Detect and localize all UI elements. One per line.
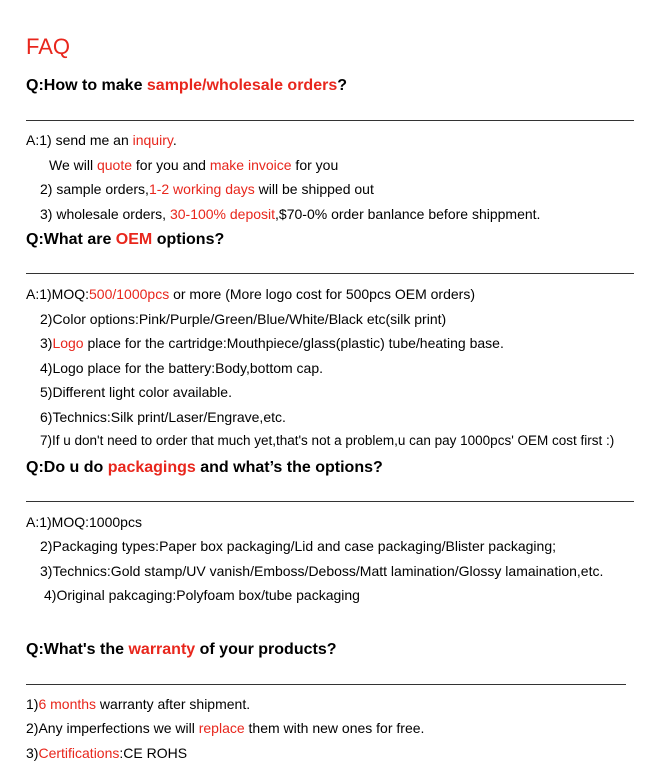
answer-line: 1)6 months warranty after shipment.: [26, 696, 251, 712]
answer-line: 2)Color options:Pink/Purple/Green/Blue/White/Black etc(silk print): [40, 311, 447, 327]
question-oem-options: Q:What are OEM options?: [26, 231, 225, 248]
answer-line: 2)Any imperfections we will replace them with new ones for free.: [26, 720, 425, 736]
answer-line: 7)If u don't need to order that much yet,that's not a problem,u can pay 1000pcs' OEM cost first :): [40, 433, 615, 448]
answer-line: 3)Technics:Gold stamp/UV vanish/Emboss/Deboss/Matt lamination/Glossy lamaination,etc.: [40, 563, 604, 579]
question-sample-wholesale: Q:How to make sample/wholesale orders?: [26, 77, 347, 94]
answer-line: A:1) send me an inquiry.: [26, 132, 177, 148]
answer-line: A:1)MOQ:1000pcs: [26, 514, 142, 530]
answer-line: 5)Different light color available.: [40, 384, 232, 400]
answer-line: 4)Logo place for the battery:Body,bottom cap.: [40, 360, 324, 376]
answer-line: 3)Certifications:CE ROHS: [26, 745, 188, 761]
answer-line: 4)Original pakcaging:Polyfoam box/tube packaging: [44, 587, 360, 603]
answer-line: 3)Logo place for the cartridge:Mouthpiece/glass(plastic) tube/heating base.: [40, 335, 504, 351]
faq-title: FAQ: [26, 34, 71, 59]
answer-line: A:1)MOQ:500/1000pcs or more (More logo cost for 500pcs OEM orders): [26, 286, 475, 302]
answer-line: 2) sample orders,1-2 working days will be shipped out: [40, 181, 374, 197]
divider: [26, 120, 634, 121]
question-warranty: Q:What's the warranty of your products?: [26, 641, 337, 658]
answer-line: 6)Technics:Silk print/Laser/Engrave,etc.: [40, 409, 286, 425]
answer-line: We will quote for you and make invoice for you: [49, 157, 339, 173]
answer-line: 3) wholesale orders, 30-100% deposit,$70-0% order banlance before shippment.: [40, 206, 541, 222]
answer-line: 2)Packaging types:Paper box packaging/Lid and case packaging/Blister packaging;: [40, 538, 556, 554]
divider: [26, 501, 634, 502]
divider: [26, 273, 634, 274]
question-packagings: Q:Do u do packagings and what’s the options?: [26, 459, 383, 476]
divider: [26, 684, 626, 685]
